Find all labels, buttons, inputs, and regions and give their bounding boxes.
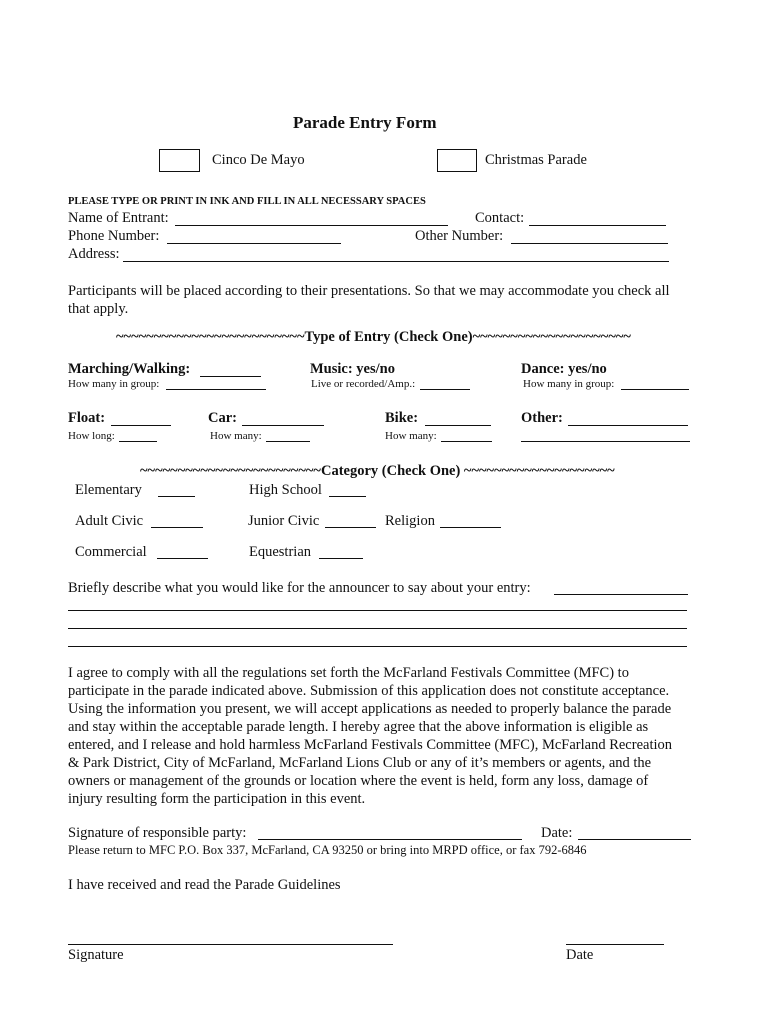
- footer-signature-label: Signature: [68, 947, 124, 963]
- announcer-field-2[interactable]: [68, 610, 687, 611]
- other-field[interactable]: [568, 425, 688, 426]
- car-count-field[interactable]: [266, 441, 310, 442]
- bike-count-field[interactable]: [441, 441, 492, 442]
- float-field[interactable]: [111, 425, 171, 426]
- float-label: Float:: [68, 410, 106, 426]
- date-label: Date:: [541, 825, 573, 841]
- other-number-field[interactable]: [511, 243, 668, 244]
- junior-civic-field[interactable]: [325, 527, 376, 528]
- bike-sub-label: How many:: [385, 430, 437, 442]
- category-junior-civic: Junior Civic: [248, 513, 320, 529]
- return-note: Please return to MFC P.O. Box 337, McFarland, CA 93250 or bring into MRPD office, or fax 792-6846: [68, 843, 587, 857]
- instructions: PLEASE TYPE OR PRINT IN INK AND FILL IN ALL NECESSARY SPACES: [68, 196, 426, 207]
- address-field[interactable]: [123, 261, 669, 262]
- address-label: Address:: [68, 246, 120, 262]
- marching-count-field[interactable]: [166, 389, 266, 390]
- intro-text: Participants will be placed according to their presentations. So that we may accommodate you check all that apply.: [68, 283, 670, 317]
- footer-date-label: Date: [566, 947, 594, 963]
- announcer-field-1[interactable]: [554, 594, 688, 595]
- name-field[interactable]: [175, 225, 448, 226]
- float-length-field[interactable]: [119, 441, 157, 442]
- category-header: ~~~~~~~~~~~~~~~~~~~~~~~~Category (Check One) ~~~~~~~~~~~~~~~~~~~~: [140, 463, 615, 479]
- car-field[interactable]: [242, 425, 324, 426]
- float-sub-label: How long:: [68, 430, 115, 442]
- name-label: Name of Entrant:: [68, 210, 169, 226]
- high-school-field[interactable]: [329, 496, 366, 497]
- date-field[interactable]: [578, 839, 691, 840]
- footer-signature-line[interactable]: [68, 944, 393, 945]
- elementary-field[interactable]: [158, 496, 195, 497]
- christmas-checkbox[interactable]: [437, 149, 477, 172]
- contact-field[interactable]: [529, 225, 666, 226]
- announcer-field-3[interactable]: [68, 628, 687, 629]
- equestrian-field[interactable]: [319, 558, 363, 559]
- car-label: Car:: [208, 410, 237, 426]
- car-sub-label: How many:: [210, 430, 262, 442]
- guidelines-text: I have received and read the Parade Guidelines: [68, 877, 341, 893]
- page-title: Parade Entry Form: [293, 113, 437, 132]
- phone-label: Phone Number:: [68, 228, 160, 244]
- other-label: Other:: [521, 410, 563, 426]
- category-commercial: Commercial: [75, 544, 147, 560]
- category-adult-civic: Adult Civic: [75, 513, 144, 529]
- other-detail-field[interactable]: [521, 441, 690, 442]
- cinco-checkbox[interactable]: [159, 149, 200, 172]
- contact-label: Contact:: [475, 210, 525, 226]
- bike-label: Bike:: [385, 410, 419, 426]
- christmas-label: Christmas Parade: [485, 152, 587, 168]
- signature-party-field[interactable]: [258, 839, 522, 840]
- bike-field[interactable]: [425, 425, 491, 426]
- signature-party-label: Signature of responsible party:: [68, 825, 247, 841]
- announcer-label: Briefly describe what you would like for the announcer to say about your entry:: [68, 580, 531, 596]
- marching-label: Marching/Walking:: [68, 361, 191, 377]
- type-of-entry-header: ~~~~~~~~~~~~~~~~~~~~~~~~~Type of Entry (Check One)~~~~~~~~~~~~~~~~~~~~~: [116, 329, 631, 345]
- marching-field[interactable]: [200, 376, 261, 377]
- category-high-school: High School: [249, 482, 322, 498]
- category-religion: Religion: [385, 513, 435, 529]
- footer-date-line[interactable]: [566, 944, 664, 945]
- dance-count-field[interactable]: [621, 389, 689, 390]
- dance-sub-label: How many in group:: [523, 378, 615, 390]
- music-amp-field[interactable]: [420, 389, 470, 390]
- music-label: Music: yes/no: [310, 361, 395, 377]
- announcer-field-4[interactable]: [68, 646, 687, 647]
- religion-field[interactable]: [440, 527, 501, 528]
- marching-sub-label: How many in group:: [68, 378, 160, 390]
- adult-civic-field[interactable]: [151, 527, 203, 528]
- dance-label: Dance: yes/no: [521, 361, 607, 377]
- category-elementary: Elementary: [75, 482, 142, 498]
- music-sub-label: Live or recorded/Amp.:: [311, 378, 416, 390]
- cinco-label: Cinco De Mayo: [212, 152, 305, 168]
- commercial-field[interactable]: [157, 558, 208, 559]
- other-number-label: Other Number:: [415, 228, 504, 244]
- agreement-text: I agree to comply with all the regulations set forth the McFarland Festivals Committee (MFC) to participate in the parade indicated above. Submission of this application does not constitute acceptance. Using the information you present, we will accept applications as needed to properly balance the parade and stay within the acceptable parade length. I hereby agree that the above information is eligible as entered, and I release and hold harmless McFarland Festivals Committee (MFC), McFarland Recreation & Park District, City of McFarland, McFarland Lions Club or any of it’s members or agents, and the owners or management of the grounds or location where the event is held, form any loss, damage of injury resulting form the participation in this event.: [68, 665, 673, 807]
- category-equestrian: Equestrian: [249, 544, 312, 560]
- phone-field[interactable]: [167, 243, 341, 244]
